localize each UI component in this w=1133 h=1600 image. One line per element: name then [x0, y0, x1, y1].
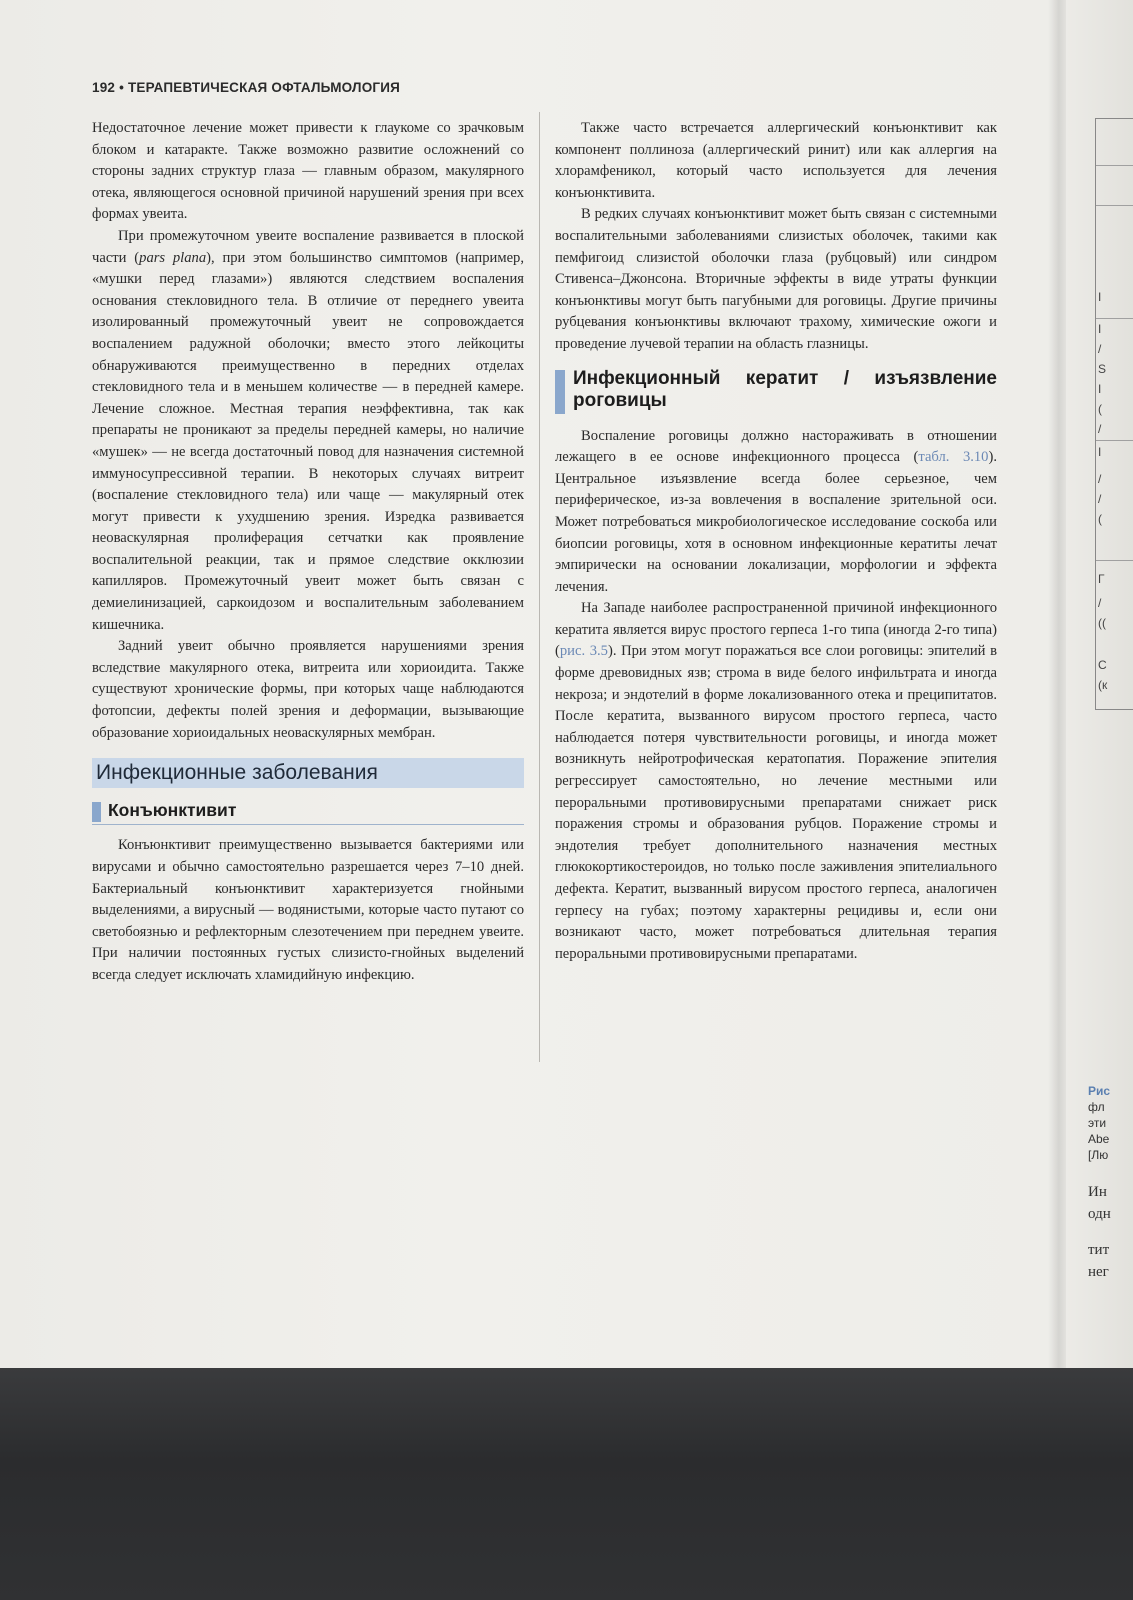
paragraph: Также часто встречается аллергический конъюнктивит как компонент поллиноза (аллергический ринит) или как аллергия на хлорамфеникол, который часто используется для лечения конъюнктивита.: [555, 120, 997, 201]
paragraph: Воспаление роговицы должно настораживать в отношении лежащего в ее основе инфекционного процесса (табл. 3.10). Центральное изъязвление всегда более серьезное, чем периферическое, из-за вовлечения в воспаление зрительной оси. Может потребоваться микробиологическое исследование соскоба или биопсии роговицы, хотя в основном инфекционные кератиты лечат эмпирически на основании локализации, морфологии и эффекта лечения.: [555, 427, 997, 595]
paragraph: Недостаточное лечение может привести к глаукоме со зрачковым блоком и катаракте. Также возможно развитие осложнений со стороны задних структур глаза — главным образом, макулярного отека, являющегося основной причиной нарушений зрения при всех формах увеита.: [92, 120, 524, 223]
figure-caption-fragment: Abe: [1088, 1132, 1110, 1146]
table-fragment: /: [1098, 596, 1102, 610]
table-fragment: Г: [1098, 572, 1105, 586]
figure-caption-fragment: фл: [1088, 1100, 1105, 1114]
body-text-fragment: Ин: [1088, 1184, 1107, 1200]
body-text-fragment: тит: [1088, 1242, 1110, 1258]
table-fragment: С: [1098, 658, 1107, 672]
table-fragment: I: [1098, 445, 1102, 459]
subsection-heading-conjunctivitis: Конъюнктивит: [92, 800, 524, 826]
body-text-fragment: одн: [1088, 1206, 1111, 1222]
table-fragment: I: [1098, 322, 1102, 336]
table-fragment: /: [1098, 422, 1102, 436]
table-rule: [1096, 560, 1133, 561]
table-rule: [1096, 318, 1133, 319]
table-fragment: /: [1098, 342, 1102, 356]
figure-caption-fragment: [Лю: [1088, 1148, 1109, 1162]
table-fragment: I: [1098, 290, 1102, 304]
subsection-heading-keratitis: Инфекционный кератит / изъязвление роговицы: [555, 368, 997, 412]
table-reference-link[interactable]: табл. 3.10: [918, 449, 989, 466]
section-heading-infections: Инфекционные заболевания: [92, 758, 524, 788]
heading-marker: [555, 370, 565, 414]
table-fragment: /: [1098, 472, 1102, 486]
column-divider: [539, 112, 540, 1062]
table-fragment: (к: [1098, 678, 1108, 692]
figure-reference-link[interactable]: рис. 3.5: [559, 643, 608, 660]
body-text-fragment: нег: [1088, 1264, 1109, 1280]
paragraph: На Западе наиболее распространенной причиной инфекционного кератита является вирус простого герпеса 1-го типа (иногда 2-го типа) (рис. 3.5). При этом могут поражаться все слои роговицы: эпителий в форме древовидных язв; строма в виде белого инфильтрата и иногда некроза; и эндотелий в форме локализованного отека и преципитатов. После кератита, вызванного вирусом простого герпеса, часто наблюдается потеря чувствительности роговицы, и иногда может возникнуть нейротрофическая кератопатия. Поражение эпителия регрессирует самостоятельно, но лечение местными или пероральными противовирусными препаратами снижает риск поражения стромы и образования рубцов. Поражение стромы и эндотелия требует дополнительного назначения местных глюкокортикостероидов, но только после заживления эпителиального дефекта. Кератит, вызванный вирусом простого герпеса, аналогичен герпесу на губах; поэтому характерны рецидивы и, если они возникают часто, может потребоваться длительная терапия пероральными противовирусными препаратами.: [555, 600, 997, 962]
table-rule: [1096, 440, 1133, 441]
table-fragment: ((: [1098, 616, 1106, 630]
italic-term: pars plana: [139, 249, 207, 266]
paragraph: В редких случаях конъюнктивит может быть связан с системными воспалительными заболеваниями слизистых оболочек, такими как пемфигоид слизистой оболочки глаза (рубцовый) или синдром Стивенса–Джонсона. Вторичные эффекты в виде утраты функции конъюнктивы могут быть пагубными для роговицы. Другие причины рубцевания конъюнктивы включают трахому, химические ожоги и проведение лучевой терапии на область глазницы.: [555, 206, 997, 352]
table-fragment: /: [1098, 492, 1102, 506]
running-head: 192 • ТЕРАПЕВТИЧЕСКАЯ ОФТАЛЬМОЛОГИЯ: [92, 80, 401, 95]
table-fragment: S: [1098, 362, 1107, 376]
left-column: [92, 118, 524, 987]
paragraph: При промежуточном увеите воспаление развивается в плоской части (pars plana), при этом большинство симптомов (например, «мушки перед глазами») являются следствием воспаления основания стекловидного тела. В отличие от переднего увеита изолированный промежуточный увеит не сопровождается воспалением радужной оболочки; вместо этого лейкоциты обнаруживаются преимущественно в передних отделах стекловидного тела и в меньшем количестве — в передней камере. Лечение сложное. Местная терапия неэффективна, так как препараты не проникают за пределы передней камеры, но наличие «мушек» — не всегда достаточный повод для назначения системной иммуносупрессивной терапии. В некоторых случаях витреит (воспаление стекловидного тела) или чаще — макулярный отек могут привести к ухудшению зрения. Изредка развивается неоваскулярная пролиферация сетчатки как проявление воспалительной реакции, так и прямое следствие окклюзии капилляров. Промежуточный увеит может быть связан с демиелинизацией, саркоидозом и воспалительным заболеванием кишечника.: [92, 227, 524, 633]
figure-caption-fragment: Рис: [1088, 1084, 1111, 1098]
dark-background-below-page: [0, 1368, 1133, 1600]
page-spine-shadow: [1048, 0, 1066, 1368]
right-column: [555, 118, 997, 965]
table-rule: [1096, 165, 1133, 166]
paragraph: Конъюнктивит преимущественно вызывается бактериями или вирусами и обычно самостоятельно разрешается через 7–10 дней. Бактериальный конъюнктивит характеризуется гнойными выделениями, а вирусный — водянистыми, которые часто путают со светобоязнью и рефлекторным слезотечением при переднем увеите. При наличии постоянных густых слизисто-гнойных выделений всегда следует исключать хламидийную инфекцию.: [92, 837, 524, 983]
table-fragment: (: [1098, 402, 1102, 416]
table-rule: [1096, 205, 1133, 206]
figure-caption-fragment: эти: [1088, 1116, 1107, 1130]
heading-marker: [92, 802, 101, 822]
table-fragment: (: [1098, 512, 1102, 526]
table-fragment: I: [1098, 382, 1102, 396]
paragraph: Задний увеит обычно проявляется нарушениями зрения вследствие макулярного отека, витреита или хориоидита. Также существуют хронические формы, при которых чаще наблюдаются фотопсии, дефекты полей зрения и деформации, вызывающие образование хориоидальных неоваскулярных мембран.: [92, 638, 524, 741]
